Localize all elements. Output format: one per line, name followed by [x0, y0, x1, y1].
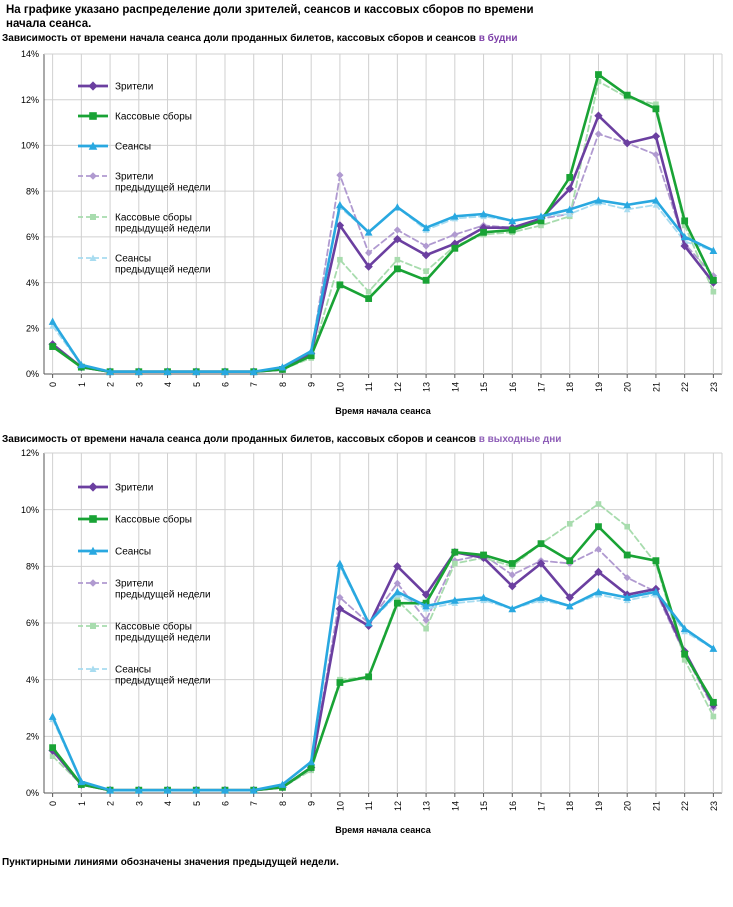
data-point-marker	[89, 172, 97, 180]
x-axis-tick-label: 1	[76, 801, 87, 807]
x-axis-tick-label: 19	[593, 382, 604, 393]
legend-label: Сеансы	[115, 546, 152, 558]
data-point-marker	[652, 132, 660, 140]
data-point-marker	[365, 295, 372, 302]
x-axis-tick-label: 15	[479, 801, 490, 812]
x-axis-tick-label: 2	[105, 801, 116, 807]
legend-label: Сеансы	[115, 664, 152, 676]
legend-label: предыдущей недели	[115, 675, 211, 687]
y-axis-tick-label: 12%	[20, 448, 39, 459]
x-axis-tick-label: 18	[565, 801, 576, 812]
data-point-marker	[451, 549, 458, 556]
chart-2-subtitle	[0, 432, 733, 445]
data-point-marker	[710, 699, 717, 706]
data-point-marker	[711, 714, 717, 720]
chart-1-svg	[0, 44, 733, 432]
x-axis-tick-label: 9	[306, 801, 317, 807]
chart-1-subtitle	[0, 31, 733, 44]
chart-2-subtitle-text: Зависимость от времени начала сеанса доли проданных билетов, кассовых сборов и сеансов	[2, 434, 476, 445]
x-axis-tick-label: 13	[421, 382, 432, 393]
data-point-marker	[336, 201, 344, 208]
data-point-marker	[595, 523, 602, 530]
data-point-marker	[49, 713, 57, 720]
x-axis-tick-label: 3	[134, 801, 145, 807]
legend-label: Кассовые сборы	[115, 514, 192, 526]
page-title	[0, 0, 733, 31]
data-point-marker	[595, 71, 602, 78]
x-axis-tick-label: 14	[450, 801, 461, 812]
data-point-marker	[365, 673, 372, 680]
chart-2-svg	[0, 445, 733, 853]
x-axis-tick-label: 7	[249, 382, 260, 388]
y-axis-tick-label: 10%	[20, 140, 39, 151]
x-axis-tick-label: 18	[565, 382, 576, 393]
chart-legend	[78, 482, 211, 686]
y-axis-tick-label: 0%	[25, 788, 39, 799]
data-point-marker	[336, 560, 344, 567]
x-axis-tick-label: 7	[249, 801, 260, 807]
x-axis-tick-label: 21	[651, 801, 662, 812]
data-point-marker	[423, 626, 429, 632]
x-axis-tick-label: 20	[622, 801, 633, 812]
x-axis-tick-label: 2	[105, 382, 116, 388]
page-title-line1: На графике указано распределение доли зрителей, сеансов и кассовых сборов по времени	[6, 4, 534, 16]
x-axis-title: Время начала сеанса	[335, 406, 431, 416]
x-axis-tick-label: 9	[306, 382, 317, 388]
x-axis-tick-label: 15	[479, 382, 490, 393]
x-axis-title: Время начала сеанса	[335, 825, 431, 835]
x-axis-tick-label: 14	[450, 382, 461, 393]
data-point-marker	[423, 268, 429, 274]
chart-1-container	[0, 44, 733, 432]
legend-label: Кассовые сборы	[115, 111, 192, 123]
legend-label: Сеансы	[115, 253, 152, 265]
legend-label: Зрители	[115, 482, 154, 494]
y-axis-tick-label: 10%	[20, 504, 39, 515]
x-axis-tick-label: 4	[163, 382, 174, 388]
data-point-marker	[624, 92, 631, 99]
data-point-marker	[596, 501, 602, 507]
legend-label: Зрители	[115, 81, 154, 93]
x-axis-tick-label: 16	[507, 801, 518, 812]
data-point-marker	[652, 151, 659, 158]
legend-label: предыдущей недели	[115, 589, 211, 601]
y-axis-tick-label: 6%	[25, 618, 39, 629]
data-point-marker	[89, 112, 97, 120]
data-point-marker	[480, 229, 487, 236]
x-axis-tick-label: 16	[507, 382, 518, 393]
x-axis-tick-label: 23	[708, 382, 719, 393]
data-point-marker	[337, 281, 344, 288]
data-point-marker	[394, 226, 401, 233]
x-axis-tick-label: 12	[392, 382, 403, 393]
data-point-marker	[337, 257, 343, 263]
footer-note: Пунктирными линиями обозначены значения предыдущей недели.	[2, 857, 339, 868]
x-axis-tick-label: 6	[220, 801, 231, 807]
x-axis-tick-label: 8	[277, 801, 288, 807]
data-point-marker	[567, 521, 573, 527]
data-point-marker	[89, 515, 97, 523]
data-point-marker	[711, 289, 717, 295]
legend-label: Зрители	[115, 578, 154, 590]
data-point-marker	[509, 560, 516, 567]
x-axis-tick-label: 13	[421, 801, 432, 812]
x-axis-tick-label: 10	[335, 801, 346, 812]
chart-2-subtitle-accent: в выходные дни	[478, 434, 562, 445]
legend-label: предыдущей недели	[115, 223, 211, 235]
x-axis-tick-label: 0	[48, 801, 59, 807]
data-point-marker	[366, 289, 372, 295]
data-point-marker	[538, 540, 545, 547]
x-axis-tick-label: 5	[191, 382, 202, 388]
y-axis-tick-label: 4%	[25, 277, 39, 288]
x-axis-tick-label: 11	[364, 801, 375, 811]
data-point-marker	[710, 277, 717, 284]
x-axis-tick-label: 3	[134, 382, 145, 388]
series-line	[53, 504, 714, 790]
data-point-marker	[395, 257, 401, 263]
data-point-marker	[595, 130, 602, 137]
data-point-marker	[337, 679, 344, 686]
x-axis-tick-label: 6	[220, 382, 231, 388]
y-axis-tick-label: 6%	[25, 232, 39, 243]
y-axis-tick-label: 0%	[25, 369, 39, 380]
data-point-marker	[393, 203, 401, 210]
data-point-marker	[480, 552, 487, 559]
data-point-marker	[89, 579, 97, 587]
chart-1-subtitle-text: Зависимость от времени начала сеанса доли проданных билетов, кассовых сборов и сеансов	[2, 33, 476, 44]
data-point-marker	[653, 557, 660, 564]
x-axis-tick-label: 22	[680, 382, 691, 393]
data-point-marker	[566, 557, 573, 564]
data-point-marker	[90, 214, 96, 220]
x-axis-tick-label: 22	[680, 801, 691, 812]
y-axis-tick-label: 8%	[25, 186, 39, 197]
data-point-marker	[394, 600, 401, 607]
y-axis-tick-label: 2%	[25, 323, 39, 334]
x-axis-tick-label: 1	[76, 382, 87, 388]
y-axis-tick-label: 2%	[25, 731, 39, 742]
x-axis-tick-label: 19	[593, 801, 604, 812]
data-point-marker	[49, 318, 57, 325]
data-point-marker	[624, 524, 630, 530]
x-axis-tick-label: 4	[163, 801, 174, 807]
data-point-marker	[393, 588, 401, 595]
data-point-marker	[394, 265, 401, 272]
data-point-marker	[49, 343, 56, 350]
x-axis-tick-label: 20	[622, 382, 633, 393]
chart-legend	[78, 81, 211, 275]
data-point-marker	[423, 277, 430, 284]
page-title-line2: начала сеанса.	[6, 18, 92, 30]
data-point-marker	[336, 172, 343, 179]
chart-2-container	[0, 445, 733, 853]
x-axis-tick-label: 17	[536, 382, 547, 393]
data-point-marker	[422, 242, 429, 249]
data-point-marker	[566, 174, 573, 181]
legend-label: Кассовые сборы	[115, 621, 192, 633]
x-axis-tick-label: 21	[651, 382, 662, 393]
chart-1-subtitle-accent: в будни	[478, 33, 518, 44]
legend-label: предыдущей недели	[115, 632, 211, 644]
x-axis-tick-label: 11	[364, 382, 375, 392]
data-point-marker	[49, 744, 56, 751]
data-point-marker	[624, 552, 631, 559]
data-point-marker	[653, 105, 660, 112]
data-point-marker	[452, 561, 458, 567]
data-point-marker	[88, 482, 97, 491]
series-line	[53, 116, 714, 372]
y-axis-tick-label: 12%	[20, 94, 39, 105]
data-point-marker	[681, 651, 688, 658]
legend-label: Сеансы	[115, 141, 152, 153]
y-axis-tick-label: 8%	[25, 561, 39, 572]
x-axis-tick-label: 10	[335, 382, 346, 393]
data-point-marker	[88, 81, 97, 90]
data-point-marker	[681, 217, 688, 224]
legend-label: предыдущей недели	[115, 182, 211, 194]
legend-label: предыдущей недели	[115, 264, 211, 276]
data-point-marker	[509, 227, 516, 234]
legend-label: Кассовые сборы	[115, 212, 192, 224]
data-point-marker	[595, 546, 602, 553]
data-point-marker	[90, 623, 96, 629]
x-axis-tick-label: 8	[277, 382, 288, 388]
x-axis-tick-label: 17	[536, 801, 547, 812]
x-axis-tick-label: 0	[48, 382, 59, 388]
data-point-marker	[451, 245, 458, 252]
x-axis-tick-label: 12	[392, 801, 403, 812]
y-axis-tick-label: 4%	[25, 674, 39, 685]
x-axis-tick-label: 23	[708, 801, 719, 812]
legend-label: Зрители	[115, 171, 154, 183]
y-axis-tick-label: 14%	[20, 49, 39, 60]
x-axis-tick-label: 5	[191, 801, 202, 807]
